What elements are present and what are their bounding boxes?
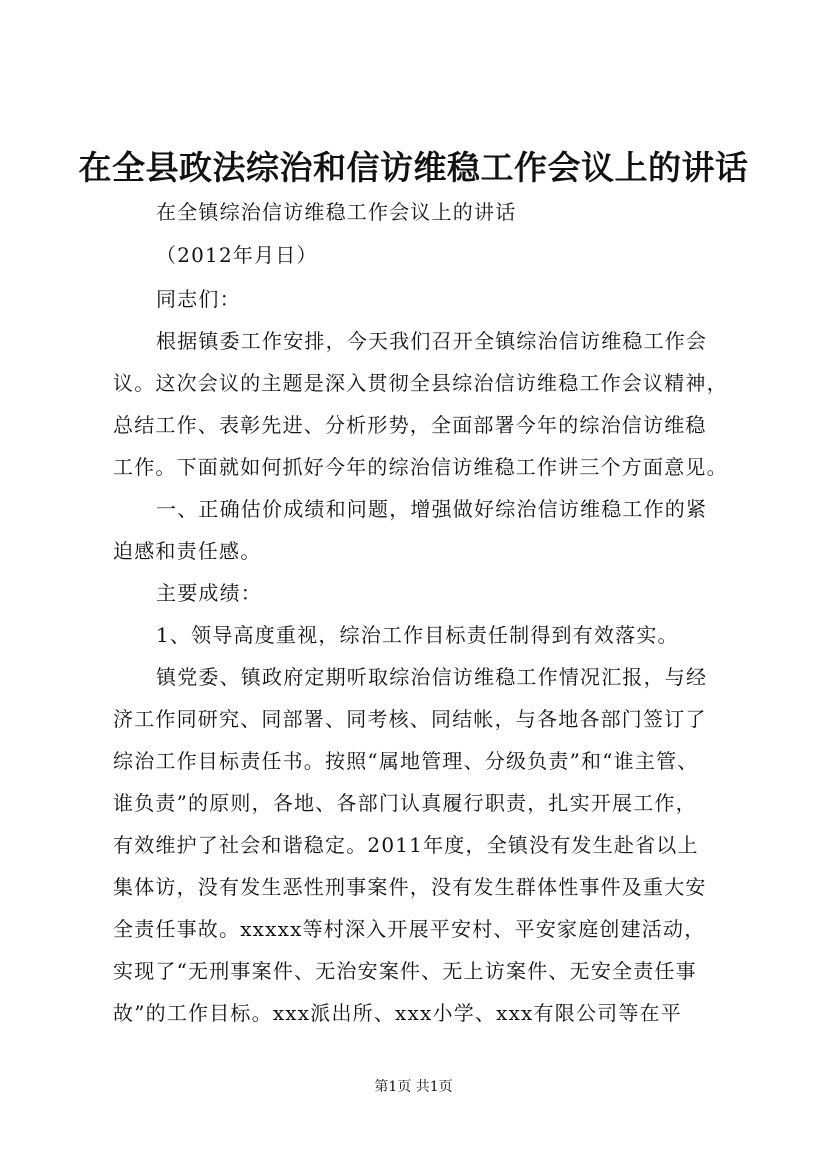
subheading: 主要成绩：	[156, 581, 262, 605]
page-footer: 第1页 共1页	[374, 1079, 453, 1095]
paragraph-line: 综治工作目标责任书。按照“属地管理、分级负责”和“谁主管、	[113, 749, 699, 773]
section-heading-line: 迫感和责任感。	[113, 539, 262, 563]
paragraph-line: 济工作同研究、同部署、同考核、同结帐，与各地各部门签订了	[113, 707, 707, 731]
paragraph-line: 集体访，没有发生恶性刑事案件，没有发生群体性事件及重大安	[113, 875, 707, 899]
document-title: 在全县政法综治和信访维稳工作会议上的讲话	[78, 148, 749, 187]
paragraph-line: 议。这次会议的主题是深入贯彻全县综治信访维稳工作会议精神，	[113, 371, 728, 395]
paragraph-line: 总结工作、表彰先进、分析形势，全面部署今年的综治信访维稳	[113, 413, 707, 437]
numbered-item: 1、领导高度重视，综治工作目标责任制得到有效落实。	[156, 623, 679, 647]
paragraph-line: 实现了“无刑事案件、无治安案件、无上访案件、无安全责任事	[113, 959, 697, 983]
paragraph-line: 全责任事故。xxxxx等村深入开展平安村、平安家庭创建活动，	[113, 917, 706, 941]
paragraph-line: 故”的工作目标。xxx派出所、xxx小学、xxx有限公司等在平	[113, 1001, 682, 1025]
paragraph-line: 有效维护了社会和谐稳定。2011年度，全镇没有发生赴省以上	[113, 833, 699, 857]
paragraph-line: 工作。下面就如何抓好今年的综治信访维稳工作讲三个方面意见。	[113, 455, 728, 479]
date-line: （2012年月日）	[156, 243, 318, 267]
paragraph-line: 根据镇委工作安排，今天我们召开全镇综治信访维稳工作会	[156, 329, 708, 353]
salutation: 同志们：	[156, 287, 241, 311]
subtitle: 在全镇综治信访维稳工作会议上的讲话	[156, 200, 517, 224]
section-heading-line: 一、正确估价成绩和问题，增强做好综治信访维稳工作的紧	[156, 497, 708, 521]
paragraph-line: 镇党委、镇政府定期听取综治信访维稳工作情况汇报，与经	[156, 665, 708, 689]
paragraph-line: 谁负责”的原则，各地、各部门认真履行职责，扎实开展工作，	[113, 791, 697, 815]
